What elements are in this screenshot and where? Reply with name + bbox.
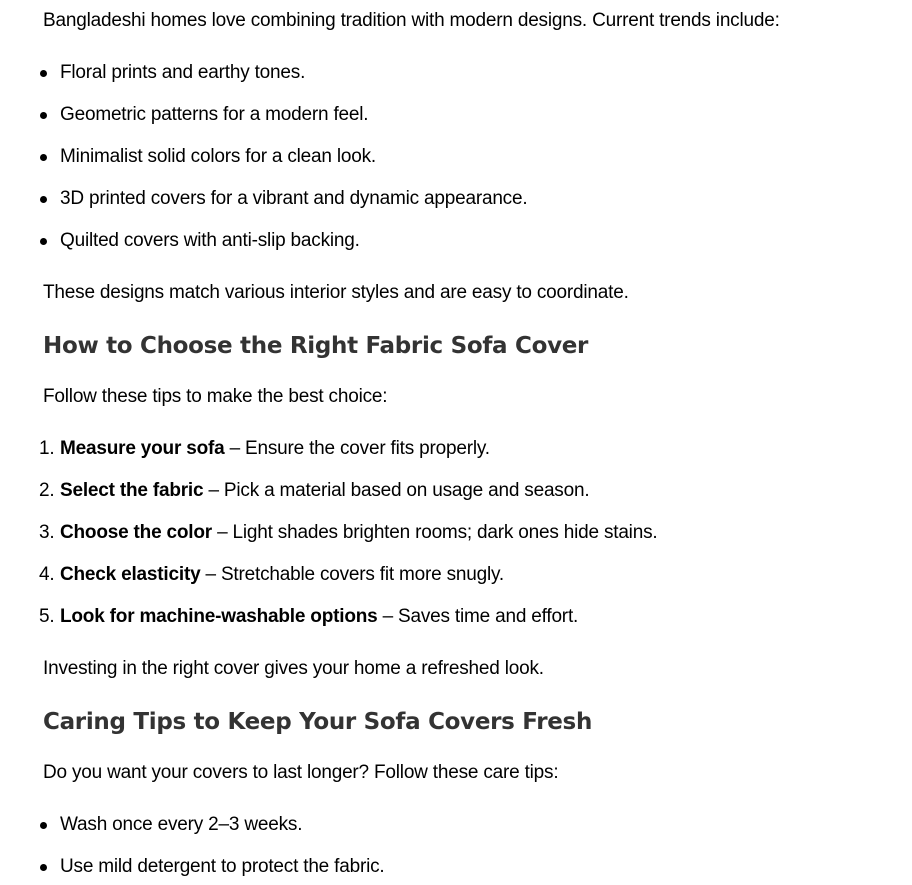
bullet-icon [40, 196, 47, 203]
list-item: 4. Check elasticity – Stretchable covers fit more snugly. [39, 564, 505, 585]
list-item: Quilted covers with anti-slip backing. [43, 227, 903, 255]
trends-intro: Bangladeshi homes love combining tradition with modern designs. Current trends include: [43, 10, 780, 31]
bullet-icon [40, 864, 47, 871]
list-item: 1. Measure your sofa – Ensure the cover fits properly. [39, 438, 490, 459]
care-intro: Do you want your covers to last longer? Follow these care tips: [43, 762, 559, 783]
bullet-icon [40, 238, 47, 245]
list-item: 5. Look for machine-washable options – Saves time and effort. [39, 606, 579, 627]
care-tips-list [43, 811, 903, 881]
choose-outro: Investing in the right cover gives your home a refreshed look. [43, 658, 544, 679]
list-item: 3D printed covers for a vibrant and dynamic appearance. [43, 185, 903, 213]
section-heading-care: Caring Tips to Keep Your Sofa Covers Fresh [43, 709, 593, 735]
trends-outro: These designs match various interior styles and are easy to coordinate. [43, 282, 629, 303]
bullet-icon [40, 70, 47, 77]
choose-intro: Follow these tips to make the best choice: [43, 386, 388, 407]
bullet-icon [40, 112, 47, 119]
bullet-icon [40, 822, 47, 829]
list-item: Use mild detergent to protect the fabric. [43, 853, 903, 881]
list-item: Floral prints and earthy tones. [43, 59, 903, 87]
bullet-icon [40, 154, 47, 161]
list-item: Geometric patterns for a modern feel. [43, 101, 903, 129]
list-item: Wash once every 2–3 weeks. [43, 811, 903, 839]
choose-steps-list [39, 435, 903, 631]
section-heading-choose: How to Choose the Right Fabric Sofa Cover [43, 333, 589, 359]
trends-list [43, 59, 903, 255]
list-item: 3. Choose the color – Light shades brighten rooms; dark ones hide stains. [39, 522, 658, 543]
list-item: 2. Select the fabric – Pick a material based on usage and season. [39, 480, 590, 501]
list-item: Minimalist solid colors for a clean look. [43, 143, 903, 171]
